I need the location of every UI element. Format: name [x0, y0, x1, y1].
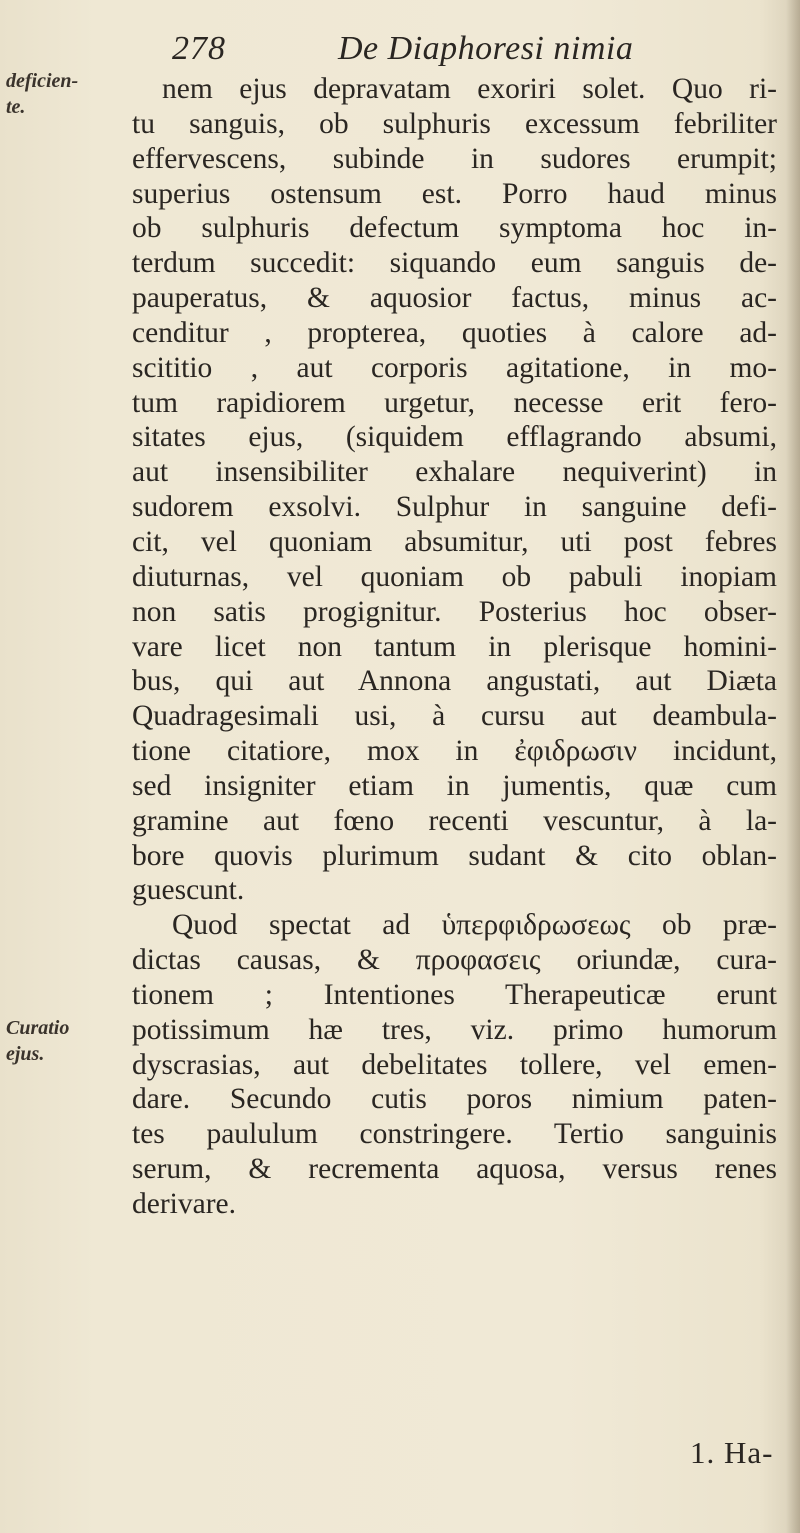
- catchword: 1. Ha-: [690, 1435, 774, 1470]
- text-line: cenditur , propterea, quoties à calore ad-: [132, 316, 777, 349]
- text-line: derivare.: [132, 1188, 236, 1220]
- paragraph-curatio: [132, 908, 777, 1222]
- text-line: serum, & recrementa aquosa, versus renes: [132, 1153, 777, 1186]
- margin-note-deficiente: [6, 68, 118, 120]
- text-line: bus, qui aut Annona angustati, aut Diæta: [132, 665, 777, 698]
- page-edge-shadow: [786, 0, 800, 1533]
- margin-note-curatio-text: Curatio ejus.: [6, 1017, 70, 1065]
- text-line: non satis progignitur. Posterius hoc obser-: [132, 595, 777, 628]
- text-line: nem ejus depravatam exoriri solet. Quo ri-: [162, 73, 777, 105]
- margin-note-deficiente-text: deficien- te.: [6, 70, 79, 118]
- body-text: [132, 72, 777, 1222]
- text-line: dyscrasias, aut debelitates tollere, vel emen-: [132, 1048, 777, 1081]
- text-line: Quod spectat ad ὑπερφιδρωσεως ob præ-: [172, 909, 777, 942]
- text-line: dictas causas, & προφασεις oriundæ, cura-: [132, 944, 777, 977]
- text-line: bore quovis plurimum sudant & cito oblan-: [132, 839, 777, 872]
- paragraph-deficiente: [132, 72, 777, 908]
- text-line: terdum succedit: siquando eum sanguis de-: [132, 247, 777, 280]
- text-line: scititio , aut corporis agitatione, in mo-: [132, 351, 777, 384]
- text-line: vare licet non tantum in plerisque homini-: [132, 630, 777, 663]
- text-line: pauperatus, & aquosior factus, minus ac-: [132, 282, 777, 315]
- text-line: sudorem exsolvi. Sulphur in sanguine defi-: [132, 491, 777, 524]
- text-line: guescunt.: [132, 874, 245, 907]
- text-line: cit, vel quoniam absumitur, uti post febres: [132, 525, 777, 558]
- page-number: 278: [172, 30, 226, 67]
- text-line: tionem ; Intentiones Therapeuticæ erunt: [132, 978, 777, 1011]
- text-line: potissimum hæ tres, viz. primo humorum: [132, 1013, 777, 1046]
- running-title: De Diaphoresi nimia: [338, 30, 634, 67]
- text-line: aut insensibiliter exhalare nequiverint) in: [132, 456, 777, 489]
- margin-note-curatio: [6, 1015, 118, 1067]
- text-line: sed insigniter etiam in jumentis, quæ cum: [132, 769, 777, 802]
- text-line: Quadragesimali usi, à cursu aut deambula-: [132, 700, 777, 733]
- text-line: effervescens, subinde in sudores erumpit;: [132, 142, 777, 175]
- text-line: tum rapidiorem urgetur, necesse erit fero-: [132, 386, 777, 419]
- text-line: tes paululum constringere. Tertio sanguinis: [132, 1118, 777, 1151]
- text-line: tu sanguis, ob sulphuris excessum febriliter: [132, 107, 777, 140]
- text-line: diuturnas, vel quoniam ob pabuli inopiam: [132, 560, 777, 593]
- text-line: gramine aut fœno recenti vescuntur, à la-: [132, 804, 777, 837]
- text-line: dare. Secundo cutis poros nimium paten-: [132, 1083, 777, 1116]
- text-line: tione citatiore, mox in ἐφιδρωσιν incidunt,: [132, 735, 777, 768]
- page-header: [0, 30, 800, 76]
- text-line: ob sulphuris defectum symptoma hoc in-: [132, 212, 777, 245]
- text-line: superius ostensum est. Porro haud minus: [132, 177, 777, 210]
- text-line: sitates ejus, (siquidem efflagrando absumi,: [132, 421, 777, 454]
